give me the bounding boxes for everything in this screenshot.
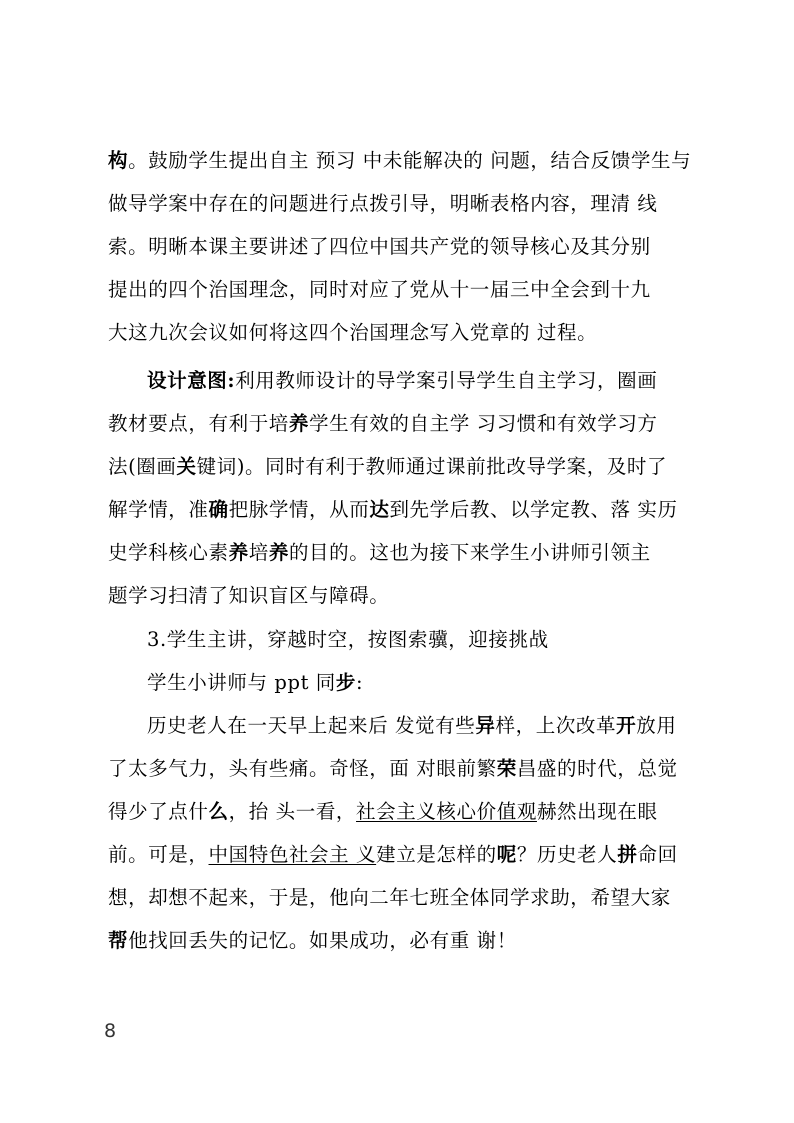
paragraph1-line4: 提出的四个治国理念，同时对应了党从十一届三中全会到十九 (108, 278, 651, 301)
paragraph2-line6: 题学习扫清了知识盲区与障碍。 (108, 584, 390, 607)
text-span: 学生有效的自主学 习习惯和有效学习方 (309, 412, 658, 435)
text-span: 放用 (636, 714, 677, 737)
bold-text: 养 (228, 541, 249, 564)
underlined-term: 社会主义核心价值观 (356, 800, 537, 823)
paragraph2-line5 (108, 541, 651, 565)
paragraph1-line2: 做导学案中存在的问题进行点拨引导，明晰表格内容，理清 线 (108, 192, 658, 215)
section3-subheading (147, 671, 363, 695)
paragraph2-line3 (108, 455, 667, 479)
text-span: ？历史老人 (516, 843, 618, 866)
text-span: 了太多气力，头有些痛。奇怪，面 对眼前繁 (108, 757, 497, 780)
paragraph3-line4 (108, 843, 678, 867)
text-span: 样，上次改革 (495, 714, 617, 737)
bold-text: 步 (335, 671, 357, 694)
text-span: 昌盛的时代，总觉 (516, 757, 678, 780)
bold-text: 构 (108, 149, 129, 172)
text-span: 赫然出现在眼 (536, 800, 658, 823)
bold-text: 呢 (496, 843, 517, 866)
text-span: 命回 (637, 843, 678, 866)
text-span: 培 (248, 541, 269, 564)
text-span: 利用教师设计的导学案引导学生自主学习，圈画 (235, 369, 658, 392)
page-number: 8 (104, 1020, 117, 1042)
bold-text: 帮 (108, 929, 129, 952)
paragraph2-line1 (147, 369, 657, 393)
paragraph3-line2 (108, 757, 678, 781)
text-span: 。鼓励学生提出自主 预习 中未能解决的 问题，结合反馈学生与 (128, 149, 692, 172)
bold-text: 拼 (617, 843, 638, 866)
paragraph3-line5: 想，却想不起来，于是，他向二年七班全体同学求助，希望大家 (108, 886, 671, 909)
bold-text: 开 (616, 714, 637, 737)
section3-heading: 3.学生主讲，穿越时空，按图索骥，迎接挑战 (147, 628, 549, 651)
paragraph2-line2 (108, 412, 658, 436)
underlined-term: 中国特色社会主 义 (208, 843, 377, 866)
paragraph3-line1 (147, 714, 676, 738)
paragraph3-line6 (108, 929, 517, 953)
paragraph1-line3: 索。明晰本课主要讲述了四位中国共产党的领导核心及其分别 (108, 235, 651, 258)
text-span: 教材要点，有利于培 (108, 412, 289, 435)
bold-text: 么 (208, 800, 229, 823)
text-span: 学生小讲师与 ppt 同 (147, 671, 336, 694)
bold-text: 达 (369, 498, 390, 521)
text-span: 得少了点什 (108, 800, 209, 823)
bold-text: 荣 (496, 757, 517, 780)
bold-text: 关 (176, 455, 197, 478)
text-span: 解学情，准 (108, 498, 209, 521)
bold-text: 确 (208, 498, 229, 521)
paragraph3-line3 (108, 800, 658, 824)
bold-text: 养 (268, 541, 289, 564)
text-span: : (356, 671, 364, 694)
bold-text: 异 (475, 714, 496, 737)
paragraph1-line1 (108, 149, 691, 173)
text-span: 键词)。同时有利于教师通过课前批改导学案，及时了 (196, 455, 668, 478)
paragraph1-line5: 大这九次会议如何将这四个治国理念写入党章的 过程。 (108, 321, 598, 344)
text-span: 建立是怎样的 (376, 843, 497, 866)
text-span: 把脉学情，从而 (228, 498, 370, 521)
design-intent-label: 设计意图: (147, 369, 236, 392)
text-span: 他找回丢失的记忆。如果成功，必有重 谢！ (128, 929, 517, 952)
text-span: 法(圈画 (108, 455, 177, 478)
paragraph2-line4 (108, 498, 678, 522)
text-span: 的目的。这也为接下来学生小讲师引领主 (288, 541, 651, 564)
bold-text: 养 (288, 412, 310, 435)
text-span: 历史老人在一天早上起来后 发觉有些 (147, 714, 476, 737)
text-span: 史学科核心素 (108, 541, 229, 564)
text-span: 到先学后教、以学定教、落 实历 (389, 498, 678, 521)
text-span: 前。可是， (108, 843, 209, 866)
text-span: ，抬 头一看， (228, 800, 357, 823)
